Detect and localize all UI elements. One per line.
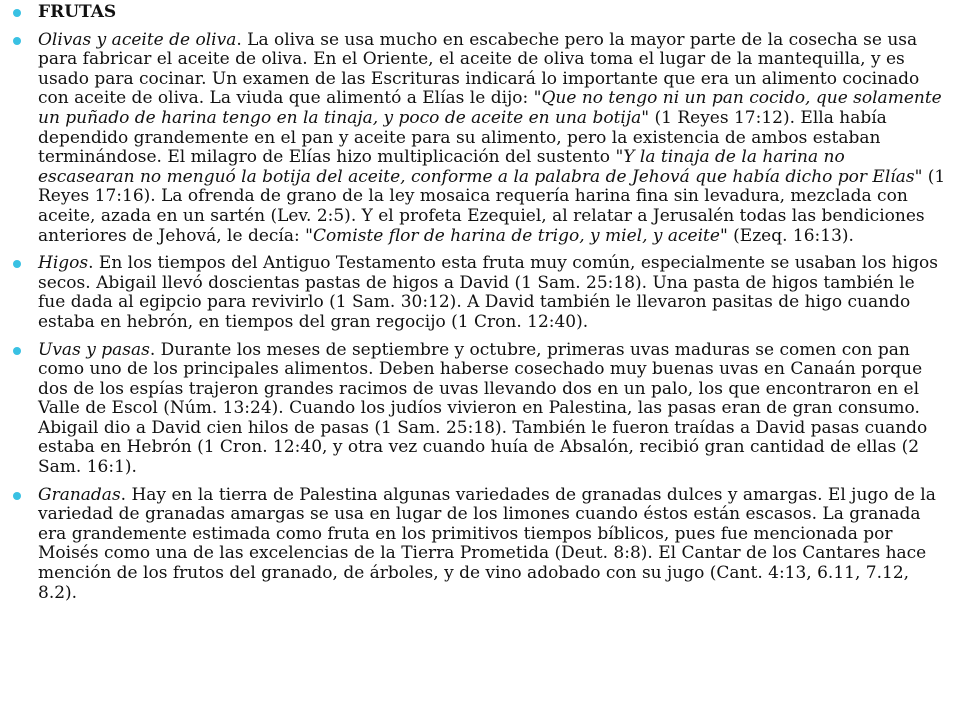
emphasis-text: Que no tengo ni un pan cocido, que solamente un puñado de harina tengo en la tinaja, y poco de aceite en una botija [38,88,942,128]
emphasis-text: Higos [38,253,89,274]
bullet-dot-icon [13,260,21,268]
bullet-dot-icon [13,9,21,17]
bullet-dot-icon [13,492,21,500]
bullet-frutas [38,3,946,23]
emphasis-text: Granadas [38,484,121,505]
body-text: . Durante los meses de septiembre y octubre, primeras uvas maduras se comen con pan como uno de los principales alimentos. Deben haberse cosechado muy buenas uvas en Canaán porque dos de los espías trajeron grandes racimos de uvas llevando dos en un palo, los que encontraron en el Valle de Escol (Núm. 13:24). Cuando los judíos vivieron en Palestina, las pasas eran de gran consumo. Abigail dio a David cien hilos de pasas (1 Sam. 25:18). También le fueron traídas a David pasas cuando estaba en Hebrón (1 Cron. 12:40, y otra vez cuando huía de Absalón, recibió gran cantidad de ellas (2 Sam. 16:1). [38,339,928,478]
body-text: " (1 Reyes 17:16). La ofrenda de grano de la ley mosaica requería harina fina sin levadura, mezclada con aceite, azada en un sartén (Lev. 2:5). Y el profeta Ezequiel, al relatar a Jerusalén todas las bendiciones anteriores de Jehová, le decía: " [38,166,946,246]
body-text: . En los tiempos del Antiguo Testamento esta fruta muy común, especialmente se usaban los higos secos. Abigail llevó doscientas pastas de higos a David (1 Sam. 25:18). Una pasta de higos también le fue dada al egipcio para revivirlo (1 Sam. 30:12). A David también le llevaron pasitas de higo cuando estaba en hebrón, en tiempos del gran regocijo (1 Cron. 12:40). [38,253,938,332]
emphasis-text: Olivas y aceite de oliva [38,29,237,50]
bullet-uvas [38,341,946,478]
bullet-higos [38,254,946,332]
body-text: . Hay en la tierra de Palestina algunas variedades de granadas dulces y amargas. El jugo de la variedad de granadas amargas se usa en lugar de los limones cuando éstos están escasos. La granada era grandemente estimada como fruta en los primitivos tiempos bíblicos, pues fue mencionada por Moisés como una de las excelencias de la Tierra Prometida (Deut. 8:8). El Cantar de los Cantares hace mención de los frutos del granado, de árboles, y de vino adobado con su jugo (Cant. 4:13, 6.11, 7.12, 8.2). [38,484,936,603]
emphasis-text: Uvas y pasas [38,339,150,360]
bullet-granadas [38,486,946,604]
bullet-list [38,3,946,603]
emphasis-text: Y la tinaja de la harina no escasearan no menguó la botija del aceite, conforme a la palabra de Jehová que había dicho por Elías [38,147,915,187]
bullet-dot-icon [13,37,21,45]
section-heading: FRUTAS [38,2,117,22]
body-text: " (1 Reyes 17:12). Ella había dependido grandemente en el pan y aceite para su alimento, pero la existencia de ambos estaban terminándose. El milagro de Elías hizo multiplicación del sustento " [38,107,887,168]
bullet-olivas [38,31,946,247]
body-text: . La oliva se usa mucho en escabeche pero la mayor parte de la cosecha se usa para fabricar el aceite de oliva. En el Oriente, el aceite de oliva toma el lugar de la mantequilla, y es usado para cocinar. Un examen de las Escrituras indicará lo importante que era un alimento cocinado con aceite de oliva. La viuda que alimentó a Elías le dijo: " [38,29,920,109]
bullet-dot-icon [13,347,21,355]
body-text: " (Ezeq. 16:13). [719,225,854,246]
emphasis-text: Comiste flor de harina de trigo, y miel, y aceite [312,225,720,246]
